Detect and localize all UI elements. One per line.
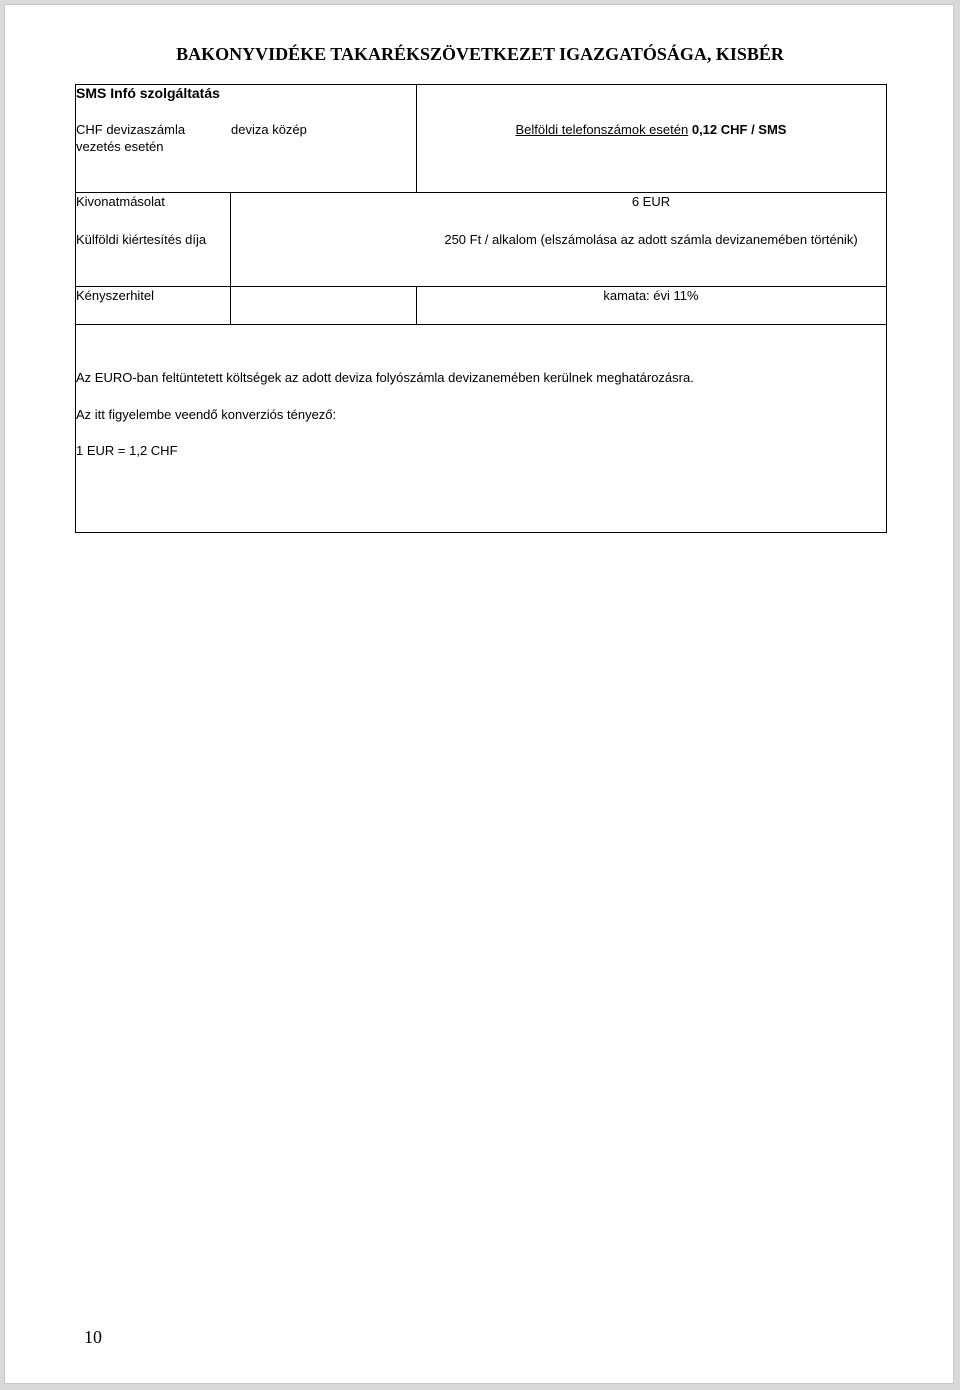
conversion-factor: 1 EUR = 1,2 CHF (76, 443, 178, 458)
table-bottom-border (75, 532, 887, 533)
forced-credit-value: kamata: évi 11% (603, 288, 699, 303)
row-divider (75, 192, 887, 193)
section-title: SMS Infó szolgáltatás (76, 85, 220, 101)
document-page (4, 4, 954, 1384)
column-divider (230, 286, 231, 325)
sms-label-line1: CHF devizaszámla (76, 122, 186, 137)
page-number: 10 (84, 1327, 102, 1347)
column-divider (416, 84, 417, 193)
row-divider (75, 286, 887, 287)
sms-rate-type: deviza közép (231, 122, 307, 137)
row-divider (75, 324, 887, 325)
table-right-border (886, 84, 887, 533)
column-divider (230, 192, 231, 287)
note-line: Az EURO-ban feltüntetett költségek az adott deviza folyószámla devizanemében kerülnek meghatározásra. (76, 370, 694, 385)
forced-credit-label: Kényszerhitel (76, 288, 155, 303)
sms-detail-prefix: Belföldi telefonszámok esetén (515, 122, 689, 137)
statement-copy-value: 6 EUR (631, 194, 671, 209)
foreign-notice-label: Külföldi kiértesítés díja (76, 232, 207, 247)
foreign-notice-value: 250 Ft / alkalom (elszámolása az adott számla devizanemében történik) (444, 232, 858, 247)
sms-detail-value: 0,12 CHF / SMS (691, 122, 787, 137)
document-title: BAKONYVIDÉKE TAKARÉKSZÖVETKEZET IGAZGATÓSÁGA, KISBÉR (176, 44, 784, 64)
sms-detail (416, 122, 886, 138)
sms-label-line2: vezetés esetén (76, 139, 164, 154)
statement-copy-label: Kivonatmásolat (76, 194, 165, 209)
note-line: Az itt figyelembe veendő konverziós tényező: (76, 407, 337, 422)
